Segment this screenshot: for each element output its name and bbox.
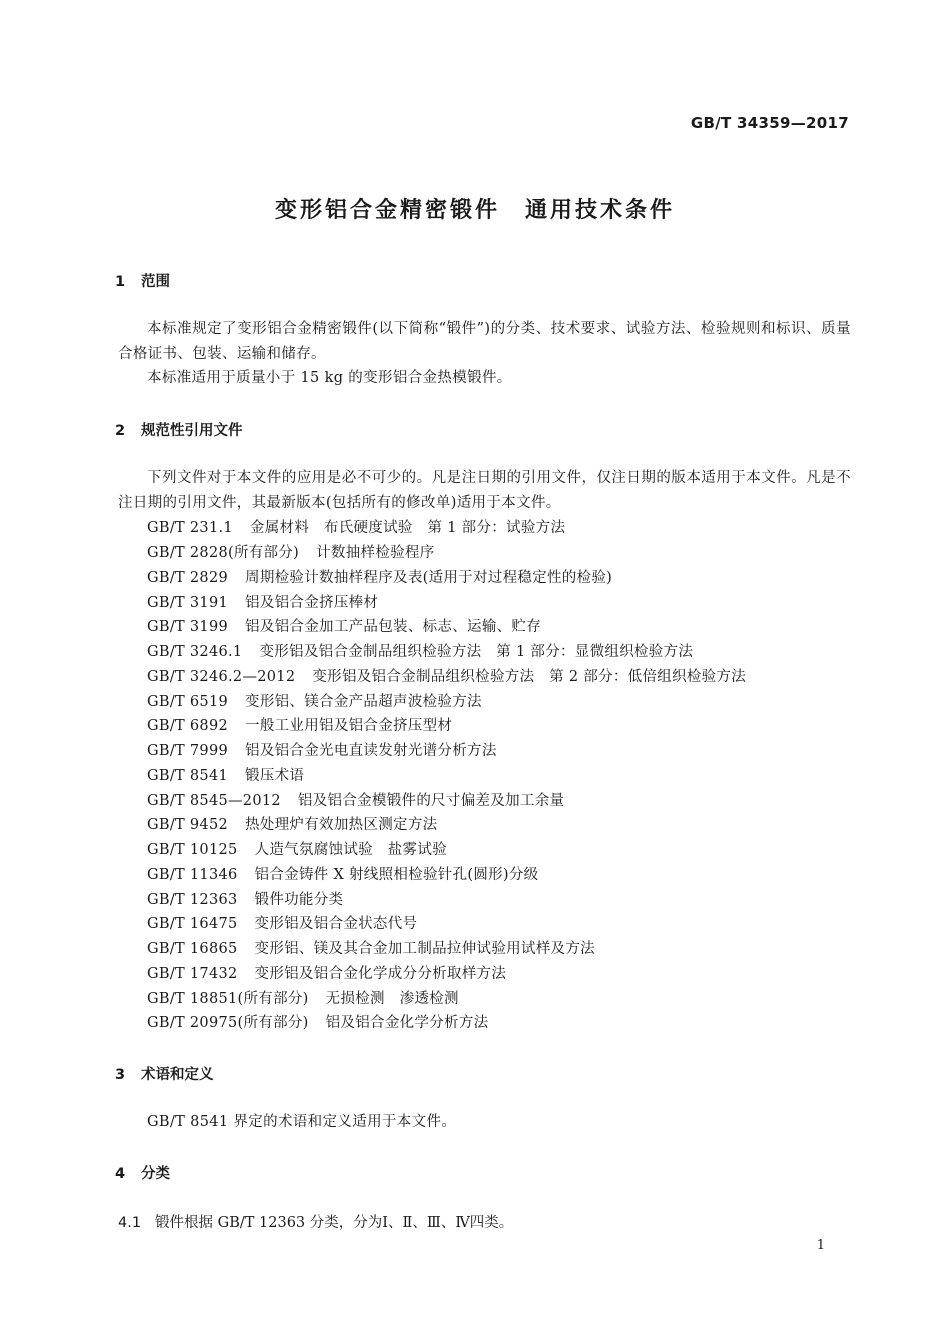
reference-code: GB/T 18851(所有部分)	[147, 991, 309, 1007]
reference-title: 变形铝及铝合金状态代号	[254, 916, 418, 932]
reference-item	[147, 615, 541, 636]
reference-code: GB/T 7999	[147, 743, 229, 759]
reference-title: 铝及铝合金化学分析方法	[325, 1015, 489, 1031]
reference-title: 铝及铝合金挤压棒材	[245, 595, 379, 611]
reference-title: 铝合金铸件 X 射线照相检验针孔(圆形)分级	[254, 867, 539, 883]
section-1-heading	[115, 270, 170, 291]
reference-code: GB/T 10125	[147, 842, 238, 858]
reference-item	[147, 838, 447, 859]
reference-code: GB/T 231.1	[147, 520, 233, 536]
reference-item	[147, 665, 746, 686]
reference-item	[147, 813, 437, 834]
reference-code: GB/T 3199	[147, 619, 229, 635]
reference-code: GB/T 12363	[147, 892, 238, 908]
reference-item	[147, 764, 304, 785]
reference-code: GB/T 8541	[147, 768, 229, 784]
reference-code: GB/T 6519	[147, 694, 229, 710]
reference-title: 铝及铝合金光电直读发射光谱分析方法	[245, 743, 497, 759]
reference-title: 人造气氛腐蚀试验 盐雾试验	[254, 842, 447, 858]
section-number: 1	[115, 274, 126, 290]
section-number: 3	[115, 1067, 126, 1083]
section-2-heading	[115, 419, 243, 440]
reference-item	[147, 888, 343, 909]
reference-item	[147, 937, 595, 958]
reference-title: 变形铝、镁合金产品超声波检验方法	[245, 694, 482, 710]
reference-code: GB/T 20975(所有部分)	[147, 1015, 309, 1031]
reference-title: 周期检验计数抽样程序及表(适用于对过程稳定性的检验)	[245, 570, 613, 586]
reference-item	[147, 566, 612, 587]
section-title: 术语和定义	[141, 1067, 214, 1083]
reference-code: GB/T 2828(所有部分)	[147, 545, 300, 561]
reference-code: GB/T 16475	[147, 916, 238, 932]
reference-item	[147, 863, 539, 884]
reference-code: GB/T 9452	[147, 817, 229, 833]
reference-item	[147, 962, 506, 983]
reference-code: GB/T 8545—2012	[147, 793, 281, 809]
section-title: 规范性引用文件	[141, 423, 243, 439]
reference-title: 铝及铝合金模锻件的尺寸偏差及加工余量	[297, 793, 565, 809]
reference-item	[147, 690, 482, 711]
reference-title: 变形铝及铝合金化学成分分析取样方法	[254, 966, 507, 982]
reference-title: 无损检测 渗透检测	[325, 991, 459, 1007]
section-number: 2	[115, 423, 126, 439]
section-3-heading	[115, 1063, 214, 1084]
reference-code: GB/T 3191	[147, 595, 229, 611]
reference-item	[147, 739, 497, 760]
reference-item	[147, 987, 459, 1008]
reference-item	[147, 640, 693, 661]
terms-paragraph: GB/T 8541 界定的术语和定义适用于本文件。	[147, 1114, 457, 1130]
reference-title: 锻压术语	[245, 768, 305, 784]
reference-title: 变形铝、镁及其合金加工制品拉伸试验用试样及方法	[254, 941, 595, 957]
reference-title: 金属材料 布氏硬度试验 第 1 部分：试验方法	[249, 520, 566, 536]
clause-text: 锻件根据 GB/T 12363 分类，分为Ⅰ、Ⅱ、Ⅲ、Ⅳ四类。	[155, 1215, 514, 1231]
reference-code: GB/T 2829	[147, 570, 229, 586]
clause-number: 4.1	[118, 1215, 142, 1231]
standard-number: GB/T 34359—2017	[690, 114, 849, 132]
reference-title: 锻件功能分类	[254, 892, 344, 908]
clause-4-1	[118, 1211, 513, 1232]
reference-code: GB/T 3246.2—2012	[147, 669, 296, 685]
reference-title: 变形铝及铝合金制品组织检验方法 第 2 部分：低倍组织检验方法	[312, 669, 747, 685]
reference-title: 计数抽样检验程序	[316, 545, 435, 561]
reference-item	[147, 1011, 488, 1032]
reference-code: GB/T 6892	[147, 718, 229, 734]
reference-item	[147, 789, 564, 810]
scope-paragraph-1: 本标准规定了变形铝合金精密锻件(以下简称“锻件”)的分类、技术要求、试验方法、检验规则和标识、质量合格证书、包装、运输和储存。	[118, 321, 851, 362]
reference-code: GB/T 16865	[147, 941, 238, 957]
reference-item	[147, 516, 565, 537]
reference-code: GB/T 17432	[147, 966, 238, 982]
reference-item	[147, 912, 417, 933]
reference-title: 变形铝及铝合金制品组织检验方法 第 1 部分：显微组织检验方法	[259, 644, 694, 660]
normative-references-intro: 下列文件对于本文件的应用是必不可少的。凡是注日期的引用文件，仅注日期的版本适用于本文件。凡是不注日期的引用文件，其最新版本(包括所有的修改单)适用于本文件。	[118, 470, 851, 511]
section-title: 范围	[141, 274, 170, 290]
reference-code: GB/T 3246.1	[147, 644, 243, 660]
document-title: 变形铝合金精密锻件 通用技术条件	[274, 198, 675, 223]
reference-item	[147, 591, 378, 612]
page-number: 1	[816, 1238, 825, 1253]
reference-title: 热处理炉有效加热区测定方法	[245, 817, 438, 833]
reference-code: GB/T 11346	[147, 867, 238, 883]
reference-item	[147, 541, 435, 562]
reference-title: 一般工业用铝及铝合金挤压型材	[245, 718, 453, 734]
section-4-heading	[115, 1162, 170, 1183]
scope-paragraph-2: 本标准适用于质量小于 15 kg 的变形铝合金热模锻件。	[147, 370, 512, 386]
section-number: 4	[115, 1166, 126, 1182]
reference-item	[147, 714, 452, 735]
reference-title: 铝及铝合金加工产品包装、标志、运输、贮存	[245, 619, 542, 635]
section-title: 分类	[141, 1166, 170, 1182]
